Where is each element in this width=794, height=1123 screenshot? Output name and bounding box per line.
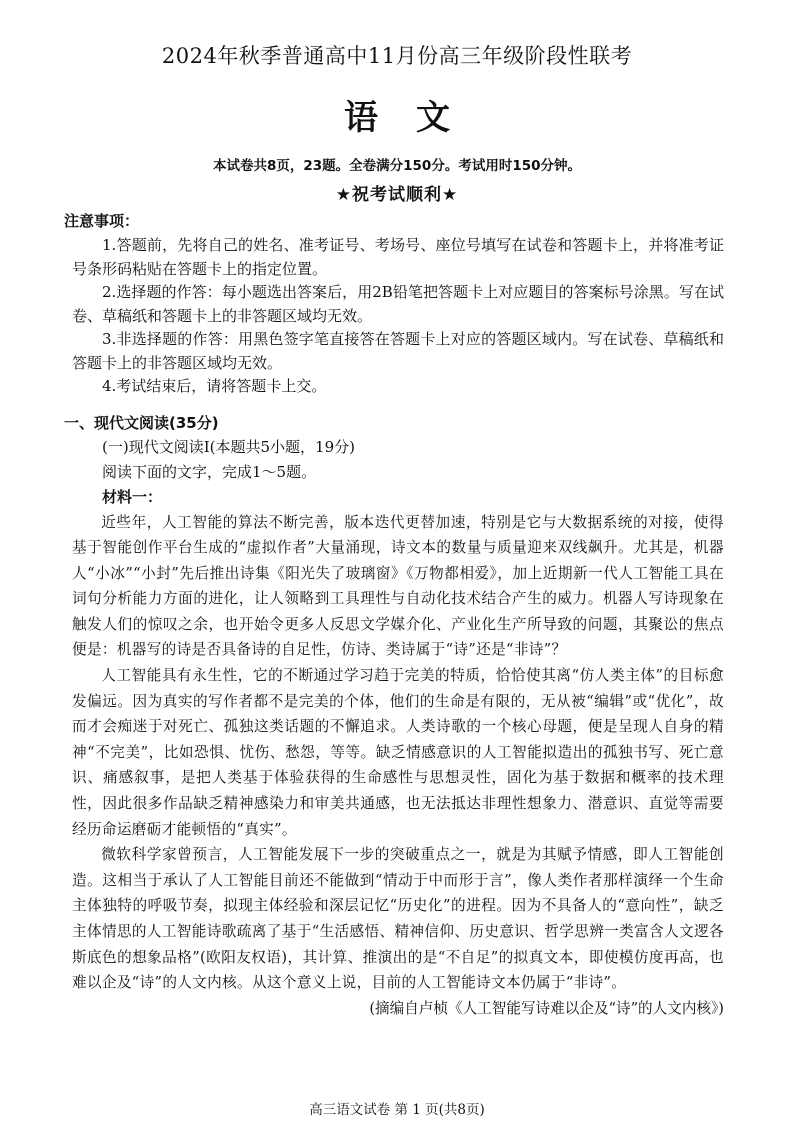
subject-title: 语文 [344, 98, 488, 138]
notice-section [64, 208, 724, 399]
section-heading: 一、现代文阅读(35分) [64, 413, 219, 432]
article-paragraph-3: 微软科学家曾预言，人工智能发展下一步的突破重点之一，就是为其赋予情感，即人工智能创造。这相当于承认了人工智能目前还不能做到“情动于中而形于言”，像人类作者那样演绎一个生命主体独特的呼吸节奏，拟现主体经验和深层记忆“历史化”的进程。因为不具备人的“意向性”，缺乏主体情思的人工智能诗歌疏离了基于“生活感悟、精神信仰、历史意识、哲学思辨一类富含人文逻各斯底色的想象品格”(欧阳友权语)，其计算、推演出的是“不自足”的拟真文本，即使模仿度再高，也难以企及“诗”的人文内核。从这个意义上说，目前的人工智能诗文本仍属于“非诗”。 [72, 846, 724, 992]
notice-item-4: 4.考试结束后，请将答题卡上交。 [102, 377, 327, 395]
page-footer: 高三语文试卷 第 1 页(共8页) [309, 1102, 485, 1118]
section-subheading: (一)现代文阅读Ⅰ(本题共5小题，19分) [102, 437, 355, 456]
article-source: (摘编自卢桢《人工智能写诗难以企及“诗”的人文内核》) [369, 999, 724, 1017]
article [72, 510, 724, 1021]
notice-item-1: 1.答题前，先将自己的姓名、准考证号、考场号、座位号填写在试卷和答题卡上，并将准考证号条形码粘贴在答题卡上的指定位置。 [72, 236, 724, 278]
notice-heading: 注意事项： [64, 212, 140, 230]
page-content [64, 208, 724, 1021]
exam-title: 2024年秋季普通高中11月份高三年级阶段性联考 [161, 44, 633, 68]
article-paragraph-2: 人工智能具有永生性，它的不断通过学习趋于完美的特质，恰恰使其离“仿人类主体”的目标愈发偏远。因为真实的写作者都不是完美的个体，他们的生命是有限的，无从被“编辑”或“优化”，故而才会痴迷于对死亡、孤独这类话题的不懈追求。人类诗歌的一个核心母题，便是呈现人自身的精神“不完美”，比如恐惧、忧伤、愁怨，等等。缺乏情感意识的人工智能拟造出的孤独书写、死亡意识、痛感叙事，是把人类基于体验获得的生命感性与思想灵性，固化为基于数据和概率的技术理性，因此很多作品缺乏精神感染力和审美共通感，也无法抵达非理性想象力、潜意识、直觉等需要经历命运磨砺才能顿悟的“真实”。 [72, 667, 724, 838]
exam-info: 本试卷共8页，23题。全卷满分150分。考试用时150分钟。 [212, 158, 582, 174]
notice-item-2: 2.选择题的作答：每小题选出答案后，用2B铅笔把答题卡上对应题目的答案标号涂黑。写在试卷、草稿纸和答题卡上的非答题区域均无效。 [72, 283, 724, 325]
good-luck-banner: ★祝考试顺利★ [335, 185, 459, 205]
article-paragraph-1: 近些年，人工智能的算法不断完善，版本迭代更替加速，特别是它与大数据系统的对接，使得基于智能创作平台生成的“虚拟作者”大量涌现，诗文本的数量与质量迎来双线飙升。尤其是，机器人“小冰”“小封”先后推出诗集《阳光失了玻璃窗》《万物都相爱》，加上近期新一代人工智能工具在词句分析能力方面的进化，让人领略到工具理性与自动化技术结合产生的威力。机器人写诗现象在触发人们的惊叹之余，也开始令更多人反思文学媒介化、产业化生产所导致的问题，其聚讼的焦点便是：机器写的诗是否具备诗的自足性，仿诗、类诗属于“诗”还是“非诗”？ [72, 513, 724, 659]
section-instruction: 阅读下面的文字，完成1～5题。 [102, 462, 317, 481]
material-label: 材料一： [102, 487, 163, 506]
notice-item-3: 3.非选择题的作答：用黑色签字笔直接答在答题卡上对应的答题区域内。写在试卷、草稿纸和答题卡上的非答题区域均无效。 [72, 330, 724, 372]
